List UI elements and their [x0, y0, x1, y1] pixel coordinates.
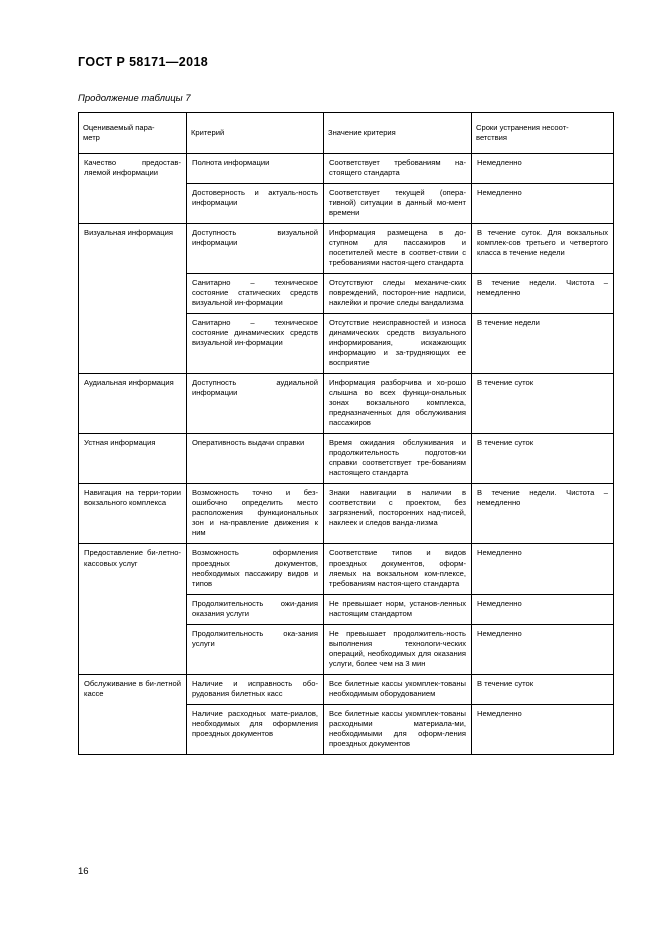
- cell-criterion: Наличие и исправность обо-рудования билетных касс: [187, 674, 324, 704]
- column-header-value: [324, 113, 472, 154]
- table-row: [79, 544, 614, 594]
- cell-deadline: Немедленно: [472, 624, 614, 674]
- cell-criterion: Продолжительность ока-зания услуги: [187, 624, 324, 674]
- cell-deadline: Немедленно: [472, 154, 614, 184]
- cell-criterion: Полнота информации: [187, 154, 324, 184]
- cell-criterion: Доступность аудиальной информации: [187, 374, 324, 434]
- cell-value: Знаки навигации в наличии в соответствии с проектом, без загрязнений, посторонних над-писей, наклеек и следов ванда-лизма: [324, 484, 472, 544]
- cell-deadline: В течение суток: [472, 374, 614, 434]
- cell-criterion: Оперативность выдачи справки: [187, 434, 324, 484]
- column-header-deadline-line1: Сроки устранения несоот-: [476, 122, 569, 132]
- table-row: [79, 224, 614, 274]
- cell-deadline: В течение недели. Чистота – немедленно: [472, 484, 614, 544]
- cell-param: Навигация на терри-тории вокзального комплекса: [79, 484, 187, 544]
- cell-value: Все билетные кассы укомплек-тованы необходимым оборудованием: [324, 674, 472, 704]
- cell-criterion: Санитарно – техническое состояние статических средств визуальной ин-формации: [187, 274, 324, 314]
- cell-value: Время ожидания обслуживания и продолжительность подготов-ки справки соответствует тре-бованиям настоящего стандарта: [324, 434, 472, 484]
- column-header-criterion: [187, 113, 324, 154]
- column-header-param-line2: метр: [83, 133, 100, 142]
- cell-value: Не превышает норм, установ-ленных настоящим стандартом: [324, 594, 472, 624]
- cell-param: Качество предостав-ляемой информации: [79, 154, 187, 224]
- cell-value: Соответствует требованиям на-стоящего стандарта: [324, 154, 472, 184]
- column-header-deadline-line2: ветствия: [476, 133, 507, 142]
- cell-value: Не превышает продолжитель-ность выполнения технологи-ческих операций, необходимых для оказания услуги, более чем на 3 мин: [324, 624, 472, 674]
- cell-criterion: Санитарно – техническое состояние динамических средств визуальной ин-формации: [187, 314, 324, 374]
- table-row: [79, 374, 614, 434]
- page-number: 16: [78, 866, 89, 877]
- cell-param: Обслуживание в би-летной кассе: [79, 674, 187, 754]
- cell-criterion: Достоверность и актуаль-ность информации: [187, 184, 324, 224]
- cell-criterion: Возможность оформления проездных документов, необходимых пассажиру видов и типов: [187, 544, 324, 594]
- cell-value: Отсутствуют следы механиче-ских повреждений, посторон-ние надписи, наклейки и прочие следы вандализма: [324, 274, 472, 314]
- cell-deadline: В течение суток: [472, 674, 614, 704]
- table-row: [79, 484, 614, 544]
- column-header-criterion-line1: Критерий: [191, 127, 225, 137]
- cell-param: Предоставление би-летно-кассовых услуг: [79, 544, 187, 674]
- cell-deadline: В течение суток: [472, 434, 614, 484]
- cell-deadline: Немедленно: [472, 184, 614, 224]
- requirements-table: [78, 112, 614, 755]
- cell-deadline: В течение недели: [472, 314, 614, 374]
- cell-criterion: Возможность точно и без-ошибочно определить место расположения функциональных зон и на-правление движения к ним: [187, 484, 324, 544]
- table-caption: Продолжение таблицы 7: [78, 93, 191, 104]
- cell-criterion: Доступность визуальной информации: [187, 224, 324, 274]
- table-row: [79, 674, 614, 704]
- column-header-deadline: [472, 113, 614, 154]
- cell-value: Соответствие типов и видов проездных документов, оформ-ляемых на вокзальном ком-плексе, требованиям настоя-щего стандарта: [324, 544, 472, 594]
- table-head: [79, 113, 614, 154]
- cell-deadline: В течение недели. Чистота – немедленно: [472, 274, 614, 314]
- cell-value: Информация разборчива и хо-рошо слышна во всех функци-ональных зонах вокзального комплекса, предназначенных для обслуживания пассажиров: [324, 374, 472, 434]
- cell-param: Визуальная информация: [79, 224, 187, 374]
- column-header-value-line1: Значение критерия: [328, 127, 396, 137]
- column-header-param: [79, 113, 187, 154]
- cell-param: Аудиальная информация: [79, 374, 187, 434]
- cell-criterion: Продолжительность ожи-дания оказания услуги: [187, 594, 324, 624]
- cell-value: Соответствует текущей (опера-тивной) ситуации в данный мо-мент времени: [324, 184, 472, 224]
- cell-value: Отсутствие неисправностей и износа динамических средств визуального информирования, искажающих информацию и за-трудняющих ее восприятие: [324, 314, 472, 374]
- table-row: [79, 154, 614, 184]
- cell-value: Все билетные кассы укомплек-тованы расходными материала-ми, необходимыми для оформ-ления проездных документов: [324, 704, 472, 754]
- cell-deadline: В течение суток. Для вокзальных комплек-сов третьего и четвертого класса в течение недели: [472, 224, 614, 274]
- table-row: [79, 434, 614, 484]
- column-header-param-line1: Оцениваемый пара-: [83, 122, 155, 132]
- cell-value: Информация размещена в до-ступном для пассажиров и посетителей месте в соответ-ствии с требованиями настоя-щего стандарта: [324, 224, 472, 274]
- table-header-row: [79, 113, 614, 154]
- cell-criterion: Наличие расходных мате-риалов, необходимых для оформления проездных документов: [187, 704, 324, 754]
- standard-header: ГОСТ Р 58171—2018: [78, 55, 209, 69]
- cell-deadline: Немедленно: [472, 704, 614, 754]
- cell-deadline: Немедленно: [472, 544, 614, 594]
- cell-deadline: Немедленно: [472, 594, 614, 624]
- table-body: [79, 154, 614, 755]
- cell-param: Устная информация: [79, 434, 187, 484]
